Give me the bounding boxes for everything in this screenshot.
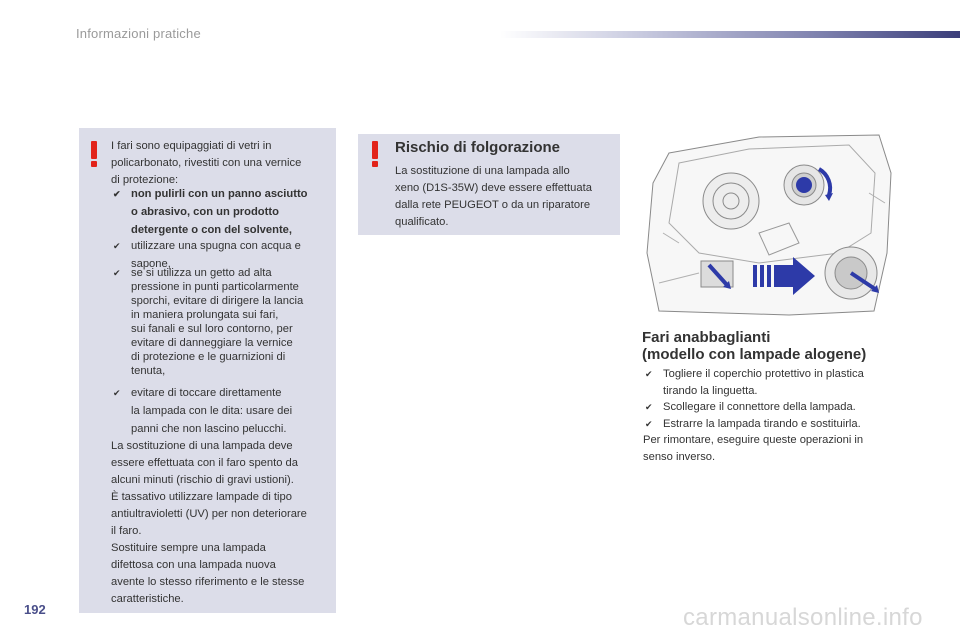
care-bullet-4: ✔ evitare di toccare direttamente la lampada con le dita: usare dei panni che non lascino pelucchi. — [113, 387, 293, 435]
care-paragraph: La sostituzione di una lampada deve essere effettuata con il faro spento da alcuni minuti (rischio di gravi ustioni). È tassativo utilizzare lampade di tipo antiultravioletti (UV) per non deteriorare il faro. Sostituire sempre una lampada difettosa con una lampada nuova avente lo stesso riferimento e le stesse caratteristiche. — [111, 440, 307, 605]
electrocution-title: Rischio di folgorazione — [395, 139, 561, 156]
checkbox-bullet-icon: ✔ — [645, 402, 653, 412]
care-bullet-3: ✔ se si utilizza un getto ad alta pressione in punti particolarmente sporchi, evitare di dirigere la lancia in maniera prolungata sui fari, sui fanali e sul loro contorno, per evitare di danneggiare la vernice di protezione e le guarnizioni di tenuta, — [113, 267, 304, 377]
headlamp-illustration — [639, 133, 895, 316]
page-number: 192 — [24, 602, 46, 617]
checkbox-bullet-icon: ✔ — [645, 418, 653, 429]
header-accent-bar — [500, 31, 960, 38]
page-header-title: Informazioni pratiche — [76, 26, 201, 41]
low-beam-steps: ✔ Togliere il coperchio protettivo in plastica tirando la linguetta. ✔ Scollegare il connettore della lampada. ✔ Estrarre la lampada tirando e sostituirla. Per rimontare, eseguire queste operazioni in senso inverso. — [643, 368, 864, 463]
care-intro-text: I fari sono equipaggiati di vetri in policarbonato, rivestiti con una vernice di protezione: — [111, 140, 302, 186]
care-bullet-1: ✔ non pulirli con un panno asciutto o abrasivo, con un prodotto detergente o con del solvente, — [111, 185, 333, 239]
low-beam-title: Fari anabbaglianti (modello con lampade alogene) — [642, 329, 867, 363]
checkbox-bullet-icon: ✔ — [113, 388, 121, 398]
care-bullet-2: ✔ utilizzare una spugna con acqua e sapone, — [111, 237, 333, 273]
checkbox-bullet-icon: ✔ — [645, 369, 653, 379]
checkbox-bullet-icon: ✔ — [113, 241, 121, 251]
watermark-text: carmanualsonline.info — [683, 604, 923, 631]
electrocution-text: La sostituzione di una lampada allo xeno (D1S-35W) deve essere effettuata dalla rete PEUGEOT o da un riparatore qualificato. — [395, 165, 592, 228]
checkbox-bullet-icon: ✔ — [113, 268, 121, 278]
warning-icon — [89, 141, 99, 167]
warning-icon — [370, 141, 380, 167]
checkbox-bullet-icon: ✔ — [113, 189, 121, 199]
